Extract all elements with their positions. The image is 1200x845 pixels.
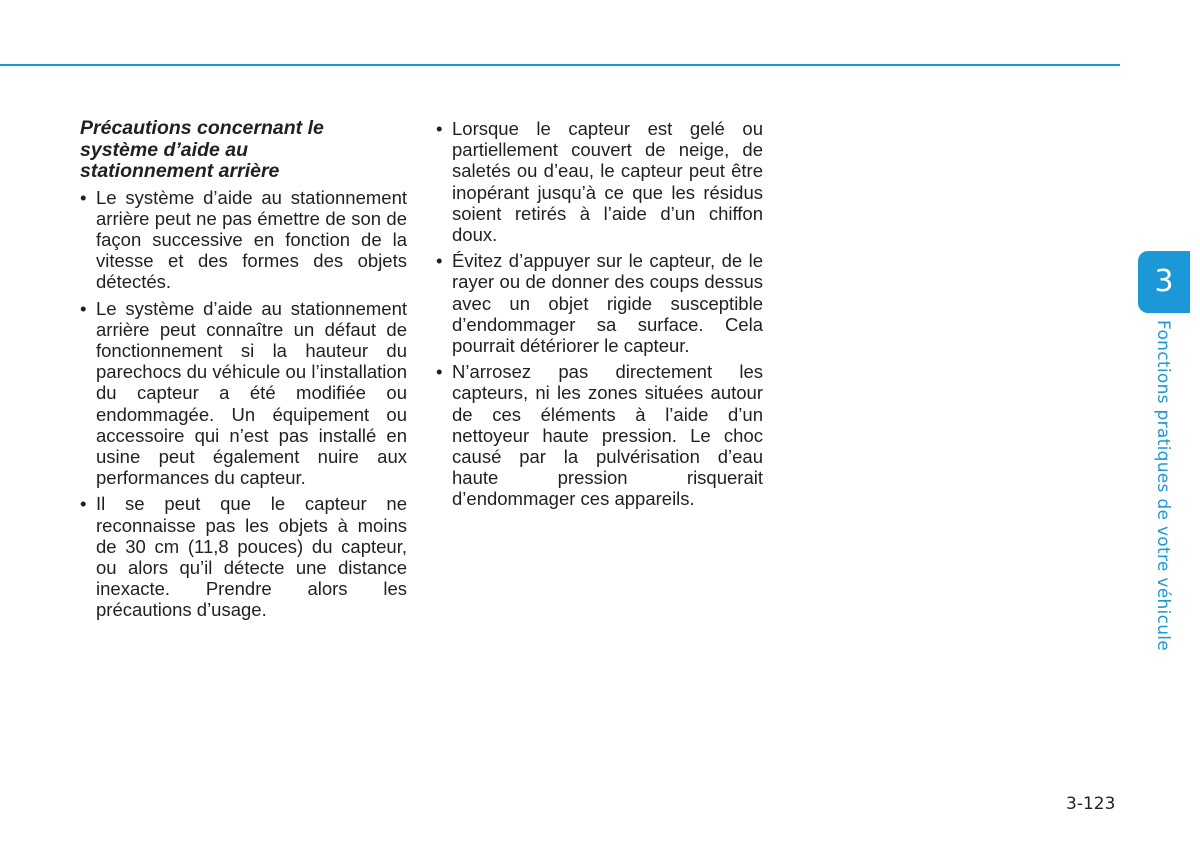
right-bullet-list [436, 118, 763, 510]
right-column [436, 118, 763, 515]
list-item [80, 187, 407, 293]
chapter-title: Fonctions pratiques de votre véhicule [1153, 320, 1173, 652]
bullet-icon: • [80, 493, 87, 515]
bullet-icon: • [436, 118, 443, 139]
list-item [80, 493, 407, 620]
header-rule [0, 64, 1120, 66]
left-bullet-list [80, 187, 407, 621]
bullet-text: Il se peut que le capteur ne reconnaisse pas les objets à moins de 30 cm (11,8 pouces) du capteur, ou alors qu’il détecte une distance inexacte. Prendre alors les précautions d’usage. [96, 493, 407, 621]
bullet-icon: • [80, 297, 87, 319]
list-item [436, 250, 763, 356]
left-column [80, 118, 407, 626]
list-item [80, 298, 407, 489]
page-number: 3-123 [1066, 794, 1116, 814]
bullet-icon: • [80, 186, 87, 208]
bullet-text: Évitez d’appuyer sur le capteur, de le rayer ou de donner des coups dessus avec un objet rigide susceptible d’endommager sa surface. Cela pourrait détériorer le capteur. [452, 250, 763, 357]
bullet-text: Le système d’aide au stationnement arrière peut connaître un défaut de fonctionnement si la hauteur du parechocs du véhicule ou l’installation du capteur a été modifiée ou endommagée. Un équipement ou accessoire qui n’est pas installé en usine peut également nuire aux performances du capteur. [96, 297, 407, 489]
list-item [436, 118, 763, 245]
bullet-icon: • [436, 250, 443, 272]
list-item [436, 361, 763, 509]
bullet-text: Lorsque le capteur est gelé ou partiellement couvert de neige, de saletés ou d’eau, le capteur peut être inopérant jusqu’à ce que les résidus soient retirés à l’aide d’un chiffon doux. [452, 118, 763, 246]
chapter-number-tab: 3 [1138, 251, 1190, 313]
bullet-icon: • [436, 361, 443, 383]
bullet-text: Le système d’aide au stationnement arrière peut ne pas émettre de son de façon successive en fonction de la vitesse et des formes des objets détectés. [96, 186, 407, 293]
bullet-text: N’arrosez pas directement les capteurs, ni les zones situées autour de ces éléments à l’aide d’un nettoyeur haute pression. Le choc causé par la pulvérisation d’eau haute pression risquerait d’endommager ces appareils. [452, 361, 763, 510]
section-heading: Précautions concernant le système d’aide au stationnement arrière [80, 117, 324, 182]
